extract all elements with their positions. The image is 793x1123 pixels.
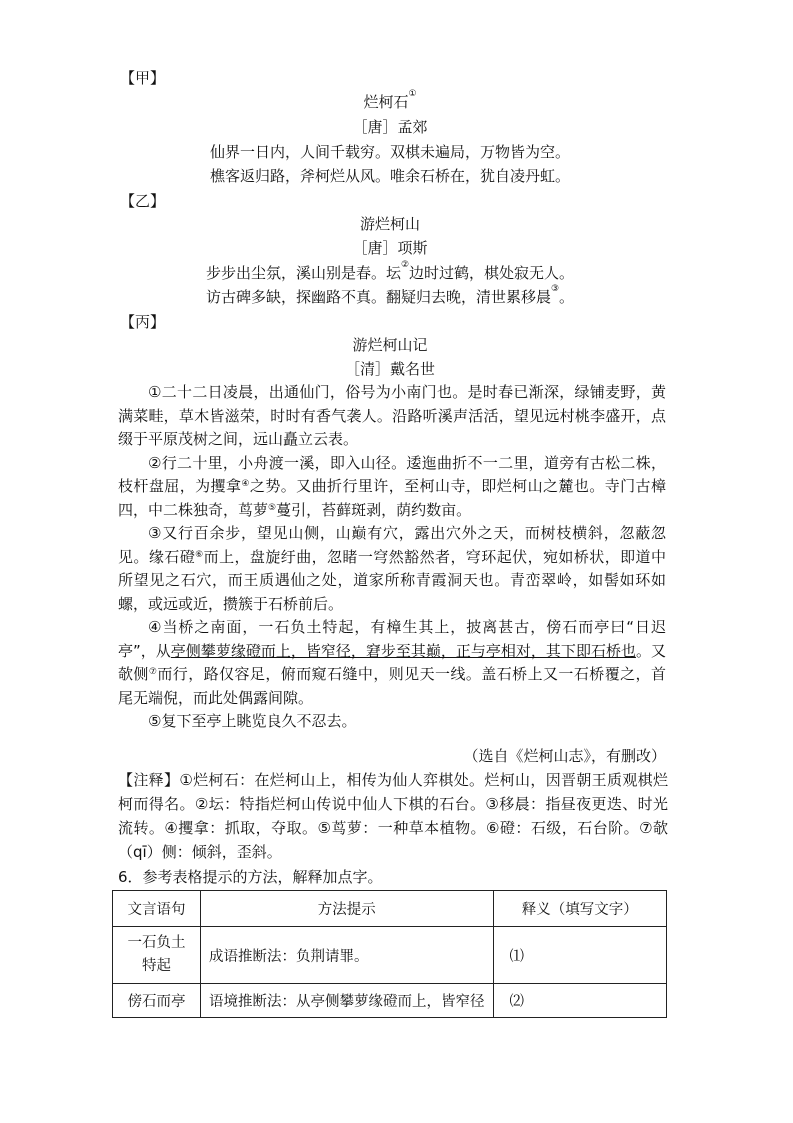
footnote-marker: ① (408, 89, 417, 99)
table-row (113, 984, 667, 1018)
footnote-marker: ⑤ (268, 502, 277, 513)
source-citation: （选自《烂柯山志》，有删改） (463, 747, 666, 765)
section-label-bing: 【丙】 (120, 313, 166, 331)
table-header-cell: 释义（填写文字） (493, 891, 667, 927)
table-cell-answer[interactable]: ⑵ (493, 984, 667, 1018)
footnote-marker: ③ (550, 284, 560, 294)
table-cell-method: 成语推断法：负荆请罪。 (201, 927, 494, 984)
footnote-marker: ⑥ (195, 549, 204, 560)
footnote-marker: ⑦ (148, 667, 158, 677)
section-label-jia: 【甲】 (120, 69, 166, 87)
poem-title-yi: 游烂柯山 (359, 215, 420, 233)
table-cell-method: 语境推断法：从亭侧攀萝缘磴而上，皆窄径 (201, 984, 494, 1018)
poem-title-jia: 烂柯石① (363, 89, 417, 111)
table-row (113, 927, 667, 984)
poem-line: 樵客返归路，斧柯烂从风。唯余石桥在，犹自凌丹虹。 (209, 167, 570, 185)
poem-line: 步步出尘氛，溪山别是春。坛②边时过鹤，棋处寂无人。 (205, 260, 575, 282)
table-header-row (113, 891, 667, 927)
footnote-marker: ② (400, 260, 410, 270)
answer-table (112, 890, 667, 1018)
essay-paragraph-5: ⑤复下至亭上眺览良久不忍去。 (148, 712, 357, 730)
question-6: 6．参考表格提示的方法，解释加点字。 (118, 868, 383, 886)
annotations: 【注释】①烂柯石：在烂柯山上，相传为仙人弈棋处。烂柯山，因晋朝王质观棋烂柯而得名。②坛：特指烂柯山传说中仙人下棋的石台。③移晨：指昼夜更迭、时光流转。④攫拿：抓取，夺取。⑤茑萝：一种草本植物。⑥磴：石级，石台阶。⑦欹（qī）侧：倾斜，歪斜。 (118, 771, 668, 861)
poem-author-yi: ［唐］项斯 (352, 239, 428, 257)
poem-line: 访古碑多缺，探幽路不真。翻疑归去晚，清世累移晨③。 (205, 284, 575, 306)
poem-line: 仙界一日内，人间千载穷。双棋未遍局，万物皆为空。 (209, 143, 570, 161)
section-label-yi: 【乙】 (120, 192, 166, 210)
essay-paragraph-1: ①二十二日凌晨，出通仙门，俗号为小南门也。是时春已渐深，绿铺麦野，黄满菜畦，草木皆滋荣，时时有香气袭人。沿路听溪声活活，望见远村桃李盛开，点缀于平原茂树之间，远山矗立云表。 (118, 383, 666, 448)
essay-paragraph-4: ④当桥之南面，一石负土特起，有樟生其上，披离甚古，傍石而亭曰“日迟亭”，从亭侧攀萝缘磴而上，皆窄径，窘步至其巅，正与亭相对，其下即石桥也。又欹侧⑦而行，路仅容足，俯而窥石缝中，则见天一线。盖石桥上又一石桥覆之，首尾无端倪，而此处偶露间隙。 (118, 618, 666, 707)
essay-paragraph-2: ②行二十里，小舟渡一溪，即入山径。逶迤曲折不一二里，道旁有古松二株，枝杆盘屈，为攫拿④之势。又曲折行里许，至柯山寺，即烂柯山之麓也。寺门古樟四，中二株独奇，茑萝⑤蔓引，苔藓斑剥，荫约数亩。 (118, 453, 666, 519)
table-header-cell: 文言语句 (113, 891, 201, 927)
essay-body (118, 381, 666, 734)
footnote-marker: ④ (241, 479, 250, 489)
essay-title-bing: 游烂柯山记 (352, 336, 428, 354)
essay-author-bing: ［清］戴名世 (344, 360, 435, 378)
poem-author-jia: ［唐］孟郊 (352, 118, 428, 136)
table-cell-answer[interactable]: ⑴ (493, 927, 667, 984)
essay-paragraph-3: ③又行百余步，望见山侧，山巅有穴，露出穴外之天，而树枝横斜，忽蔽忽见。缘石磴⑥而上，盘旋纡曲，忽睹一穹然豁然者，穹环起伏，宛如桥状，即道中所望见之石穴，而王质遇仙之处，道家所称青霞洞天也。青峦翠岭，如髻如环如螺，或远或近，攒簇于石桥前后。 (118, 524, 666, 613)
table-header-cell: 方法提示 (201, 891, 494, 927)
table-cell-sentence: 一石负土特起 (113, 927, 201, 984)
underlined-sentence: 亭侧攀萝缘磴而上，皆窄径，窘步至其巅，正与亭相对，其下即石桥也 (170, 641, 636, 660)
table-cell-sentence: 傍石而亭 (113, 984, 201, 1018)
